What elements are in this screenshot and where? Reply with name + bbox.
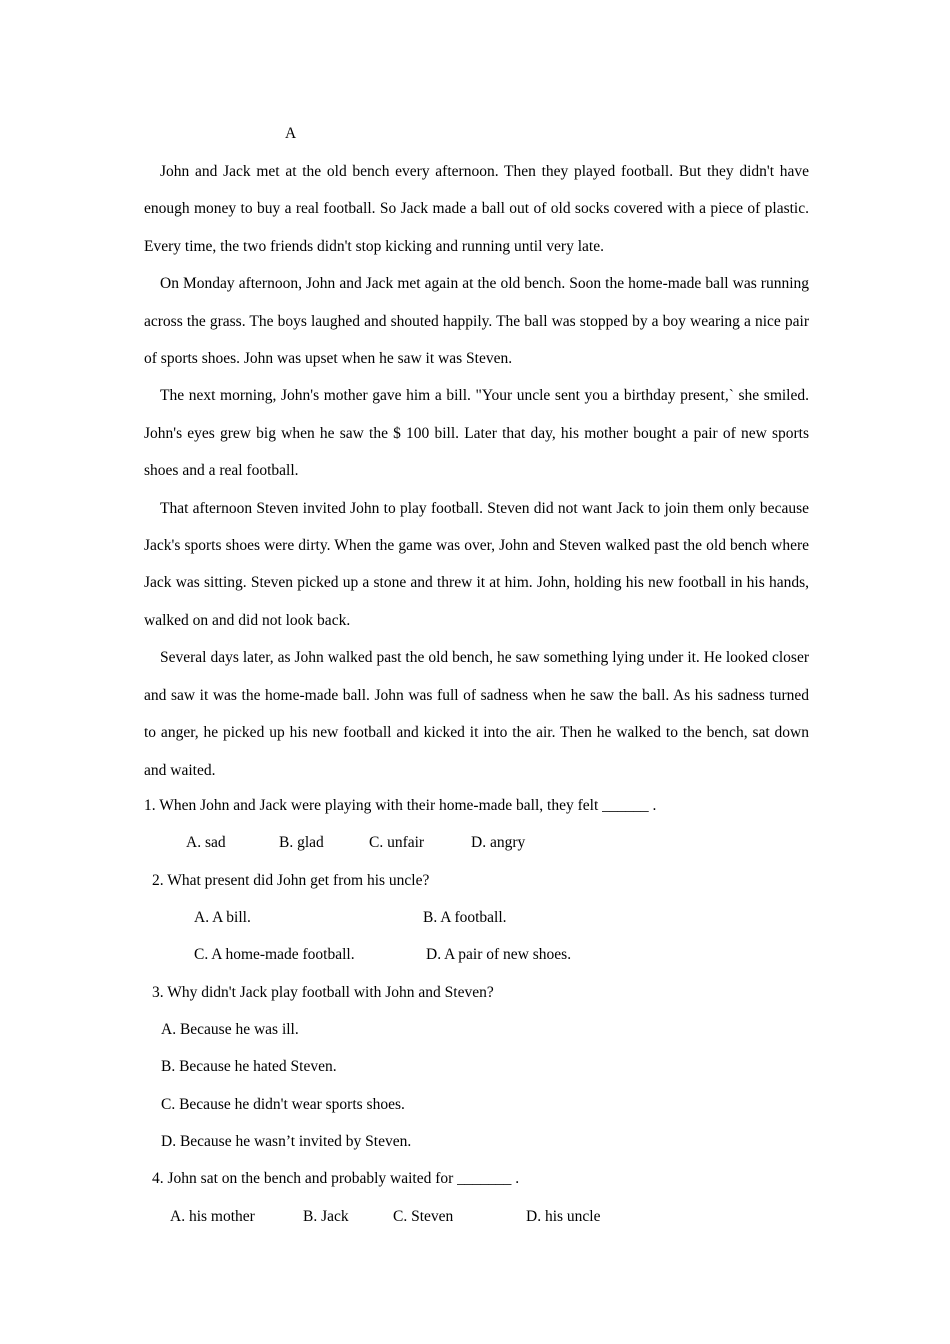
question-3-option-b: B. Because he hated Steven. xyxy=(161,1058,337,1075)
question-4-option-a: A. his mother xyxy=(170,1208,255,1225)
question-2-option-b: B. A football. xyxy=(423,909,507,926)
question-3-stem: 3. Why didn't Jack play football with John and Steven? xyxy=(152,984,494,1001)
passage-paragraph-3: The next morning, John's mother gave him a bill. "Your uncle sent you a birthday present,` she smiled. John's eyes grew big when he saw the $ 100 bill. Later that day, his mother bought a pair of new sports shoes and a real football. xyxy=(144,387,809,480)
question-1-stem: 1. When John and Jack were playing with their home-made ball, they felt ______ . xyxy=(144,797,657,814)
question-1-option-d: D. angry xyxy=(471,834,526,851)
question-1-option-c: C. unfair xyxy=(369,834,425,851)
passage-paragraph-2: On Monday afternoon, John and Jack met again at the old bench. Soon the home-made ball was running across the grass. The boys laughed and shouted happily. The ball was stopped by a boy wearing a nice pair of sports shoes. John was upset when he saw it was Steven. xyxy=(144,275,809,368)
reading-passage xyxy=(144,153,809,789)
passage-paragraph-4: That afternoon Steven invited John to play football. Steven did not want Jack to join them only because Jack's sports shoes were dirty. When the game was over, John and Steven walked past the old bench where Jack was sitting. Steven picked up a stone and threw it at him. John, holding his new football in his hands, walked on and did not look back. xyxy=(144,499,809,629)
question-4-option-d: D. his uncle xyxy=(526,1208,601,1225)
question-1-option-a: A. sad xyxy=(186,834,226,851)
section-label: A xyxy=(285,125,297,142)
question-1-option-b: B. glad xyxy=(279,834,324,851)
passage-paragraph-5: Several days later, as John walked past the old bench, he saw something lying under it. He looked closer and saw it was the home-made ball. John was full of sadness when he saw the ball. As his sadness turned to anger, he picked up his new football and kicked it into the air. Then he walked to the bench, sat down and waited. xyxy=(144,649,809,779)
passage-paragraph-1: John and Jack met at the old bench every afternoon. Then they played football. But they didn't have enough money to buy a real football. So Jack made a ball out of old socks covered with a piece of plastic. Every time, the two friends didn't stop kicking and running until very late. xyxy=(144,163,809,255)
question-3-option-c: C. Because he didn't wear sports shoes. xyxy=(161,1096,405,1113)
question-4-stem: 4. John sat on the bench and probably waited for _______ . xyxy=(152,1170,520,1187)
question-4-option-c: C. Steven xyxy=(393,1208,454,1225)
question-4-option-b: B. Jack xyxy=(303,1208,349,1225)
question-2-stem: 2. What present did John get from his uncle? xyxy=(152,872,430,889)
question-3-option-a: A. Because he was ill. xyxy=(161,1021,299,1038)
question-2-option-a: A. A bill. xyxy=(194,909,251,926)
question-3-option-d: D. Because he wasn’t invited by Steven. xyxy=(161,1133,412,1150)
question-2-option-c: C. A home-made football. xyxy=(194,946,355,963)
question-2-option-d: D. A pair of new shoes. xyxy=(426,946,572,963)
